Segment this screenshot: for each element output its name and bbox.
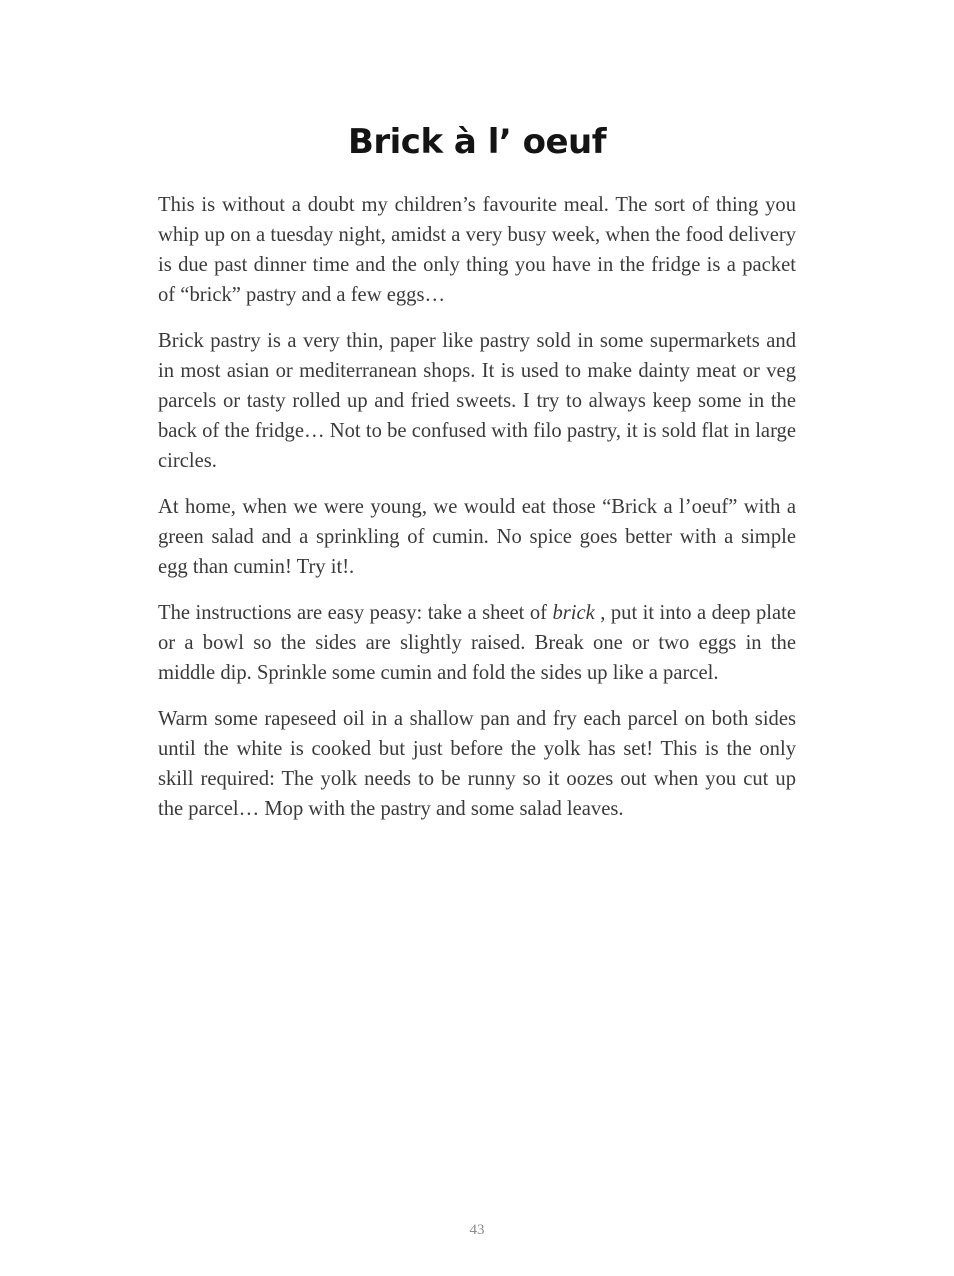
instructions-emphasis: brick [552,602,595,624]
paragraph-childhood: At home, when we were young, we would eat those “Brick a l’oeuf” with a green salad and a sprinkling of cumin. No spice goes better with a simple egg than cumin! Try it!. [158,496,796,578]
instructions-text-start: The instructions are easy peasy: take a sheet of [158,602,553,624]
paragraph-intro: This is without a doubt my children’s favourite meal. The sort of thing you whip up on a tuesday night, amidst a very busy week, when the food delivery is due past dinner time and the only thing you have in the fridge is a packet of “brick” pastry and a few eggs… [158,194,796,306]
paragraph-brick-pastry: Brick pastry is a very thin, paper like pastry sold in some supermarkets and in most asian or mediterranean shops. It is used to make dainty meat or veg parcels or tasty rolled up and fried sweets. I try to always keep some in the back of the fridge… Not to be confused with filo pastry, it is sold flat in large circles. [158,330,796,472]
paragraph-instructions [158,598,796,688]
paragraph-frying: Warm some rapeseed oil in a shallow pan and fry each parcel on both sides until the white is cooked but just before the yolk has set! This is the only skill required: The yolk needs to be runny so it oozes out when you cut up the parcel… Mop with the pastry and some salad leaves. [158,708,796,820]
instructions-text-end: , put it into a deep plate or a bowl so the sides are slightly raised. Break one or two eggs in the middle dip. Sprinkle some cumin and fold the sides up like a parcel. [158,602,796,684]
page-title: Brick à l’ oeuf [347,122,607,162]
page-number: 43 [469,1222,485,1238]
recipe-body [158,190,796,840]
